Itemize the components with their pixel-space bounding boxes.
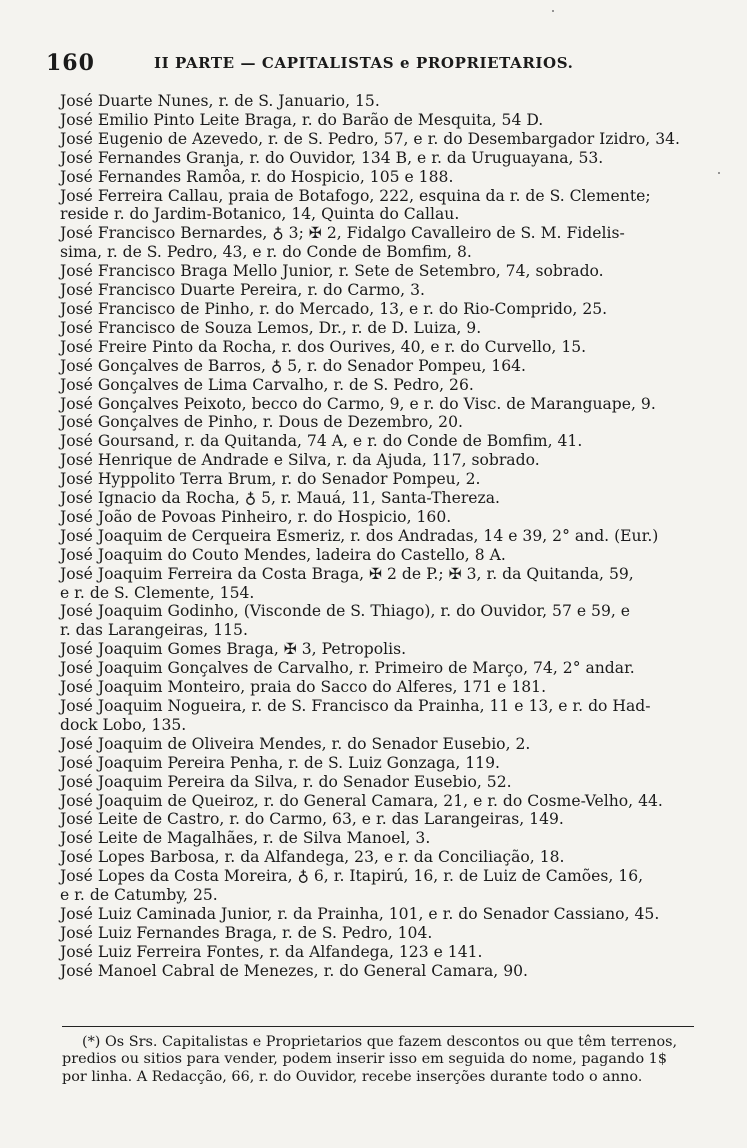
entry-text: José Luiz Caminada Junior, r. da Prainha, 101, e r. do Senador Cassiano, 45.	[60, 904, 660, 923]
directory-entry	[60, 281, 700, 300]
footnote	[62, 1034, 702, 1086]
entry-text: José Emilio Pinto Leite Braga, r. do Barão de Mesquita, 54 D.	[60, 110, 544, 129]
directory-entry	[60, 565, 700, 603]
directory-entry	[60, 111, 700, 130]
print-speck	[718, 172, 720, 174]
directory-entry	[60, 451, 700, 470]
entry-text: José Lopes Barbosa, r. da Alfandega, 23, e r. da Conciliação, 18.	[60, 848, 565, 867]
entry-text: José Francisco de Pinho, r. do Mercado, 13, e r. do Rio-Comprido, 25.	[60, 299, 608, 318]
entry-text: José Gonçalves Peixoto, becco do Carmo, 9, e r. do Visc. de Maranguape, 9.	[60, 394, 656, 413]
entry-text: José Francisco Duarte Pereira, r. do Carmo, 3.	[60, 281, 425, 300]
entry-text: José Joaquim do Couto Mendes, ladeira do Castello, 8 A.	[60, 545, 506, 564]
entry-text: José Ferreira Callau, praia de Botafogo, 222, esquina da r. de S. Clemente;	[60, 186, 651, 205]
directory-entry	[60, 905, 700, 924]
entry-text: José Duarte Nunes, r. de S. Januario, 15.	[60, 92, 380, 110]
entry-text: José Gonçalves de Barros, ♁ 5, r. do Senador Pompeu, 164.	[60, 356, 526, 375]
entry-text: José Joaquim Godinho, (Visconde de S. Thiago), r. do Ouvidor, 57 e 59, e	[60, 602, 631, 621]
footnote-line: por linha. A Redacção, 66, r. do Ouvidor, recebe inserções durante todo o anno.	[62, 1068, 643, 1085]
entry-continuation: r. das Larangeiras, 115.	[60, 621, 248, 640]
directory-entry	[60, 168, 700, 187]
directory-entry	[60, 470, 700, 489]
footnote-rule	[62, 1026, 694, 1027]
entry-text: José Manoel Cabral de Menezes, r. do General Camara, 90.	[60, 961, 529, 980]
entry-text: José Leite de Magalhães, r. de Silva Manoel, 3.	[60, 829, 431, 848]
entry-text: José Goursand, r. da Quitanda, 74 A, e r. do Conde de Bomfim, 41.	[60, 432, 583, 451]
entry-text: José João de Povoas Pinheiro, r. do Hospicio, 160.	[60, 507, 452, 526]
entry-text: José Francisco Bernardes, ♁ 3; ✠ 2, Fidalgo Cavalleiro de S. M. Fidelis-	[60, 224, 625, 243]
entry-text: José Ignacio da Rocha, ♁ 5, r. Mauá, 11, Santa-Thereza.	[60, 489, 500, 508]
entry-text: José Lopes da Costa Moreira, ♁ 6, r. Itapirú, 16, r. de Luiz de Camões, 16,	[60, 867, 644, 886]
page-number: 160	[46, 50, 95, 76]
entry-text: José Luiz Ferreira Fontes, r. da Alfandega, 123 e 141.	[60, 942, 483, 961]
entry-text: José Gonçalves de Pinho, r. Dous de Dezembro, 20.	[60, 413, 463, 432]
directory-entry	[60, 829, 700, 848]
directory-entry	[60, 508, 700, 527]
entry-text: José Hyppolito Terra Brum, r. do Senador Pompeu, 2.	[60, 470, 481, 489]
directory-entry	[60, 602, 700, 640]
entry-text: José Gonçalves de Lima Carvalho, r. de S. Pedro, 26.	[60, 375, 474, 394]
entry-text: José Leite de Castro, r. do Carmo, 63, e r. das Larangeiras, 149.	[60, 810, 564, 829]
directory-entry	[60, 432, 700, 451]
entry-text: José Joaquim de Cerqueira Esmeriz, r. dos Andradas, 14 e 39, 2° and. (Eur.)	[60, 526, 659, 545]
directory-entry	[60, 224, 700, 262]
footnote-line: predios ou sitios para vender, podem inserir isso em seguida do nome, pagando 1$	[62, 1051, 667, 1068]
entry-text: José Joaquim de Queiroz, r. do General Camara, 21, e r. do Cosme-Velho, 44.	[60, 791, 663, 810]
directory-entry	[60, 640, 700, 659]
directory-entry	[60, 848, 700, 867]
directory-entry	[60, 527, 700, 546]
page-header	[46, 44, 706, 84]
entry-text: José Joaquim Ferreira da Costa Braga, ✠ 2 de P.; ✠ 3, r. da Quitanda, 59,	[60, 564, 634, 583]
entry-text: José Eugenio de Azevedo, r. de S. Pedro, 57, e r. do Desembargador Izidro, 34.	[60, 129, 681, 148]
directory-entry	[60, 773, 700, 792]
directory-entry	[60, 149, 700, 168]
entry-text: José Joaquim Gomes Braga, ✠ 3, Petropolis.	[60, 640, 407, 659]
entry-text: José Fernandes Granja, r. do Ouvidor, 134 B, e r. da Uruguayana, 53.	[60, 148, 604, 167]
entry-list	[60, 92, 700, 981]
entry-text: José Joaquim Monteiro, praia do Sacco do Alferes, 171 e 181.	[60, 678, 547, 697]
directory-entry	[60, 92, 700, 111]
entry-text: José Francisco Braga Mello Junior, r. Sete de Setembro, 74, sobrado.	[60, 262, 604, 281]
entry-continuation: dock Lobo, 135.	[60, 715, 187, 734]
entry-text: José Henrique de Andrade e Silva, r. da Ajuda, 117, sobrado.	[60, 451, 540, 470]
entry-continuation: e r. de Catumby, 25.	[60, 886, 218, 905]
directory-entry	[60, 130, 700, 149]
directory-entry	[60, 300, 700, 319]
footnote-line: (*) Os Srs. Capitalistas e Proprietarios que fazem descontos ou que têm terrenos,	[82, 1034, 678, 1050]
entry-text: José Francisco de Souza Lemos, Dr., r. de D. Luiza, 9.	[60, 318, 482, 337]
entry-text: José Freire Pinto da Rocha, r. dos Ourives, 40, e r. do Curvello, 15.	[60, 337, 587, 356]
entry-text: José Joaquim Pereira Penha, r. de S. Luiz Gonzaga, 119.	[60, 753, 500, 772]
entry-text: José Joaquim Gonçalves de Carvalho, r. Primeiro de Março, 74, 2° andar.	[60, 659, 635, 678]
entry-text: José Joaquim de Oliveira Mendes, r. do Senador Eusebio, 2.	[60, 734, 531, 753]
entry-continuation: sima, r. de S. Pedro, 43, e r. do Conde de Bomfim, 8.	[60, 243, 472, 262]
directory-entry	[60, 754, 700, 773]
entry-text: José Fernandes Ramôa, r. do Hospicio, 105 e 188.	[60, 167, 454, 186]
directory-entry	[60, 697, 700, 735]
directory-entry	[60, 962, 700, 981]
print-speck	[552, 10, 554, 12]
directory-entry	[60, 943, 700, 962]
directory-entry	[60, 924, 700, 943]
directory-entry	[60, 357, 700, 376]
directory-entry	[60, 395, 700, 414]
directory-entry	[60, 338, 700, 357]
directory-entry	[60, 867, 700, 905]
entry-continuation: e r. de S. Clemente, 154.	[60, 583, 255, 602]
directory-entry	[60, 792, 700, 811]
directory-entry	[60, 413, 700, 432]
directory-entry	[60, 735, 700, 754]
directory-entry	[60, 489, 700, 508]
entry-text: José Joaquim Pereira da Silva, r. do Senador Eusebio, 52.	[60, 772, 512, 791]
directory-entry	[60, 187, 700, 225]
directory-entry	[60, 659, 700, 678]
entry-text: José Luiz Fernandes Braga, r. de S. Pedro, 104.	[60, 923, 433, 942]
directory-entry	[60, 376, 700, 395]
directory-entry	[60, 319, 700, 338]
directory-entry	[60, 546, 700, 565]
directory-entry	[60, 810, 700, 829]
running-head: II PARTE — CAPITALISTAS e PROPRIETARIOS.	[154, 54, 574, 72]
directory-entry	[60, 678, 700, 697]
directory-entry	[60, 262, 700, 281]
entry-continuation: reside r. do Jardim-Botanico, 14, Quinta do Callau.	[60, 205, 460, 224]
entry-text: José Joaquim Nogueira, r. de S. Francisco da Prainha, 11 e 13, e r. do Had-	[60, 697, 651, 715]
